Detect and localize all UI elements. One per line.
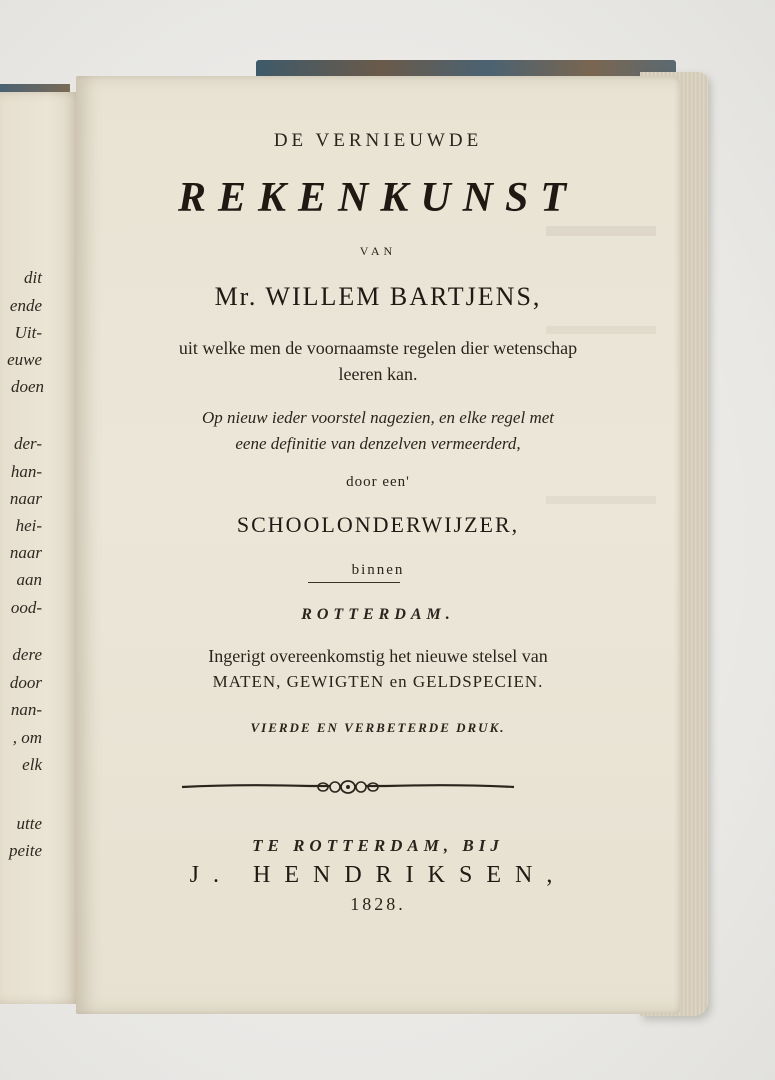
left-page-fragment: dit [24,268,42,287]
left-page-fragment: aan [16,570,42,589]
left-page-fragment: , om [12,728,42,747]
left-page-fragment: Uit- [14,323,42,342]
van-label: VAN [359,244,397,258]
left-page-fragment: utte [16,814,42,833]
left-page-fragment: naar [9,543,42,562]
subtitle-line-2: eene definitie van denzelven vermeerderd, [235,434,521,453]
left-page-fragment: euwe [7,350,42,369]
left-page-fragment: doen [10,377,44,396]
arranged-line-1: Ingerigt overeenkomstig het nieuwe stelsel van [208,646,548,666]
left-page-fragment: peite [8,841,42,860]
publisher-name: J. HENDRIKSEN, [189,862,567,888]
ornamental-rule-icon [180,776,516,798]
arranged-line-2: MATEN, GEWIGTEN en GELDSPECIEN. [212,672,544,691]
title-page [76,76,680,1014]
description-line-2: leeren kan. [338,364,418,384]
description-line-1: uit welke men de voornaamste regelen dier wetenschap [178,338,578,358]
left-page [0,92,80,1004]
short-rule [308,582,400,583]
left-page-fragment: door [9,673,42,692]
left-page-fragment: dere [12,645,42,664]
left-page-fragment: han- [10,462,42,481]
imprint-line-1: TE ROTTERDAM, BIJ [252,836,504,855]
book-title: REKENKUNST [177,175,579,221]
profession: SCHOOLONDERWIJZER, [236,512,520,537]
author-name: Mr. WILLEM BARTJENS, [214,282,542,311]
show-through-mark [546,326,656,334]
show-through-mark [546,226,656,236]
left-page-fragment: elk [22,755,42,774]
left-page-fragment: hei- [15,516,42,535]
show-through-mark [546,496,656,504]
city: ROTTERDAM. [301,606,455,623]
pretitle: DE VERNIEUWDE [273,130,483,151]
by-label: door een' [346,474,410,490]
within-label: binnen [351,562,405,578]
left-page-fragment: naar [9,489,42,508]
edition: VIERDE EN VERBETERDE DRUK. [250,720,506,735]
left-page-fragment: der- [14,434,42,453]
subtitle-line-1: Op nieuw ieder voorstel nagezien, en elke regel met [201,408,554,427]
left-page-fragment: nan- [10,700,42,719]
left-page-fragment: ood- [10,598,42,617]
publication-year: 1828. [350,894,406,914]
left-page-fragment: ende [9,296,42,315]
